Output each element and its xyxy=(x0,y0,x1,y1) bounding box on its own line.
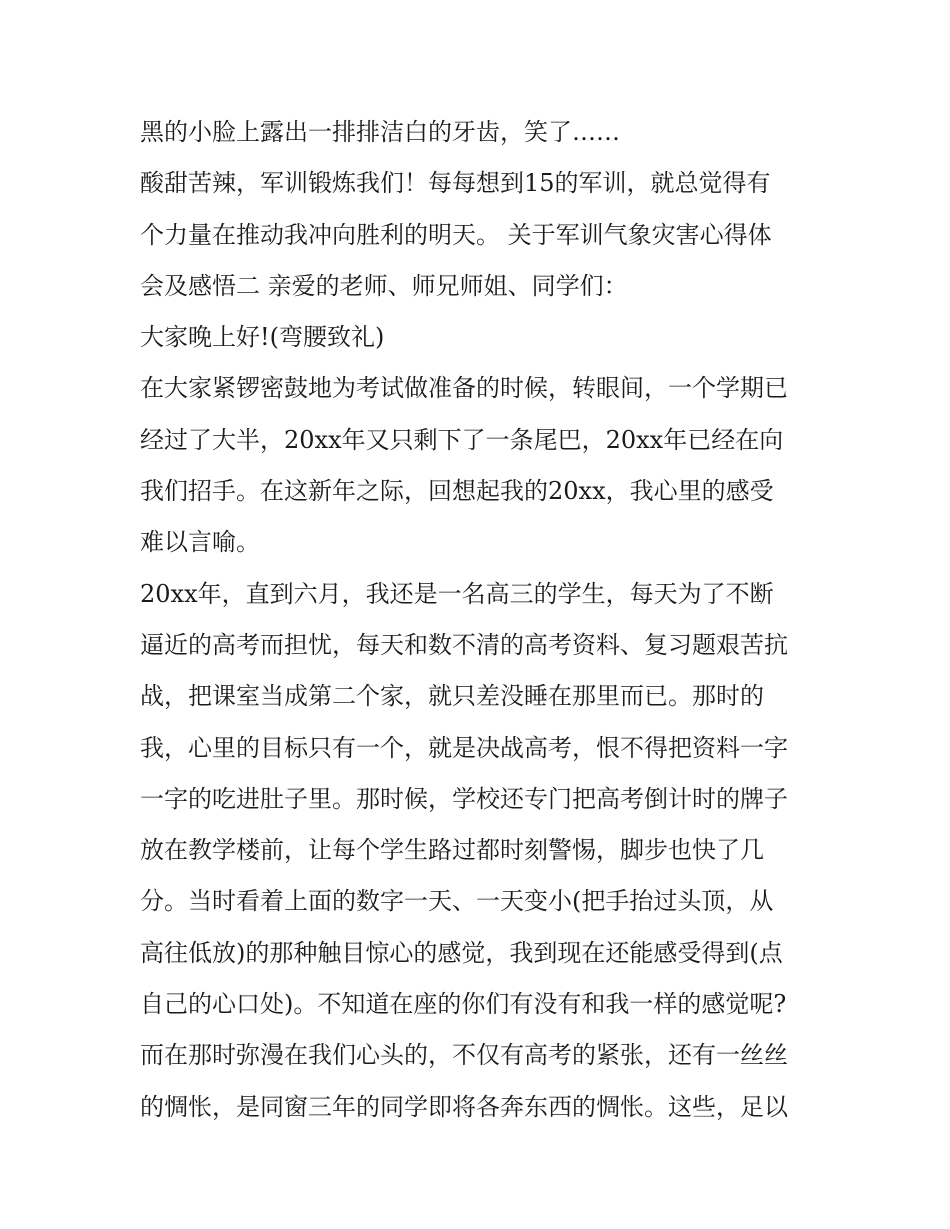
text-line-5: 大家晚上好!(弯腰致礼) xyxy=(140,323,385,352)
text-line-14: 一字的吃进肚子里。那时候，学校还专门把高考倒计时的牌子 xyxy=(140,784,788,813)
text-line-7: 经过了大半，20xx年又只剩下了一条尾巴，20xx年已经在向 xyxy=(140,425,784,454)
text-line-13: 我，心里的目标只有一个，就是决战高考，恨不得把资料一字 xyxy=(140,733,788,762)
text-line-16: 分。当时看着上面的数字一天、一天变小(把手抬过头顶，从 xyxy=(140,887,774,916)
text-line-10: 20xx年，直到六月，我还是一名高三的学生，每天为了不断 xyxy=(140,579,774,608)
text-line-20: 的惆怅，是同窗三年的同学即将各奔东西的惆怅。这些，足以 xyxy=(140,1092,788,1121)
text-line-12: 战，把课室当成第二个家，就只差没睡在那里而已。那时的 xyxy=(140,682,764,711)
text-line-8: 我们招手。在这新年之际，回想起我的20xx，我心里的感受 xyxy=(140,477,774,506)
text-line-2: 酸甜苦辣，军训锻炼我们！每每想到15的军训，就总觉得有 xyxy=(140,169,771,198)
text-line-17: 高往低放)的那种触目惊心的感觉，我到现在还能感受得到(点 xyxy=(140,938,783,967)
text-line-15: 放在教学楼前，让每个学生路过都时刻警惕，脚步也快了几 xyxy=(140,836,764,865)
text-line-11: 逼近的高考而担忧，每天和数不清的高考资料、复习题艰苦抗 xyxy=(140,630,788,659)
text-line-1: 黑的小脸上露出一排排洁白的牙齿，笑了…… xyxy=(140,118,620,146)
document-body xyxy=(140,107,820,1133)
text-line-19: 而在那时弥漫在我们心头的，不仅有高考的紧张，还有一丝丝 xyxy=(140,1041,788,1070)
text-line-18: 自己的心口处)。不知道在座的你们有没有和我一样的感觉呢? xyxy=(140,990,787,1019)
text-line-3: 个力量在推动我冲向胜利的明天。 关于军训气象灾害心得体 xyxy=(140,220,772,249)
text-line-9: 难以言喻。 xyxy=(140,528,260,557)
text-line-4: 会及感悟二 亲爱的老师、师兄师姐、同学们： xyxy=(140,271,628,300)
text-line-6: 在大家紧锣密鼓地为考试做准备的时候，转眼间，一个学期已 xyxy=(140,374,788,403)
